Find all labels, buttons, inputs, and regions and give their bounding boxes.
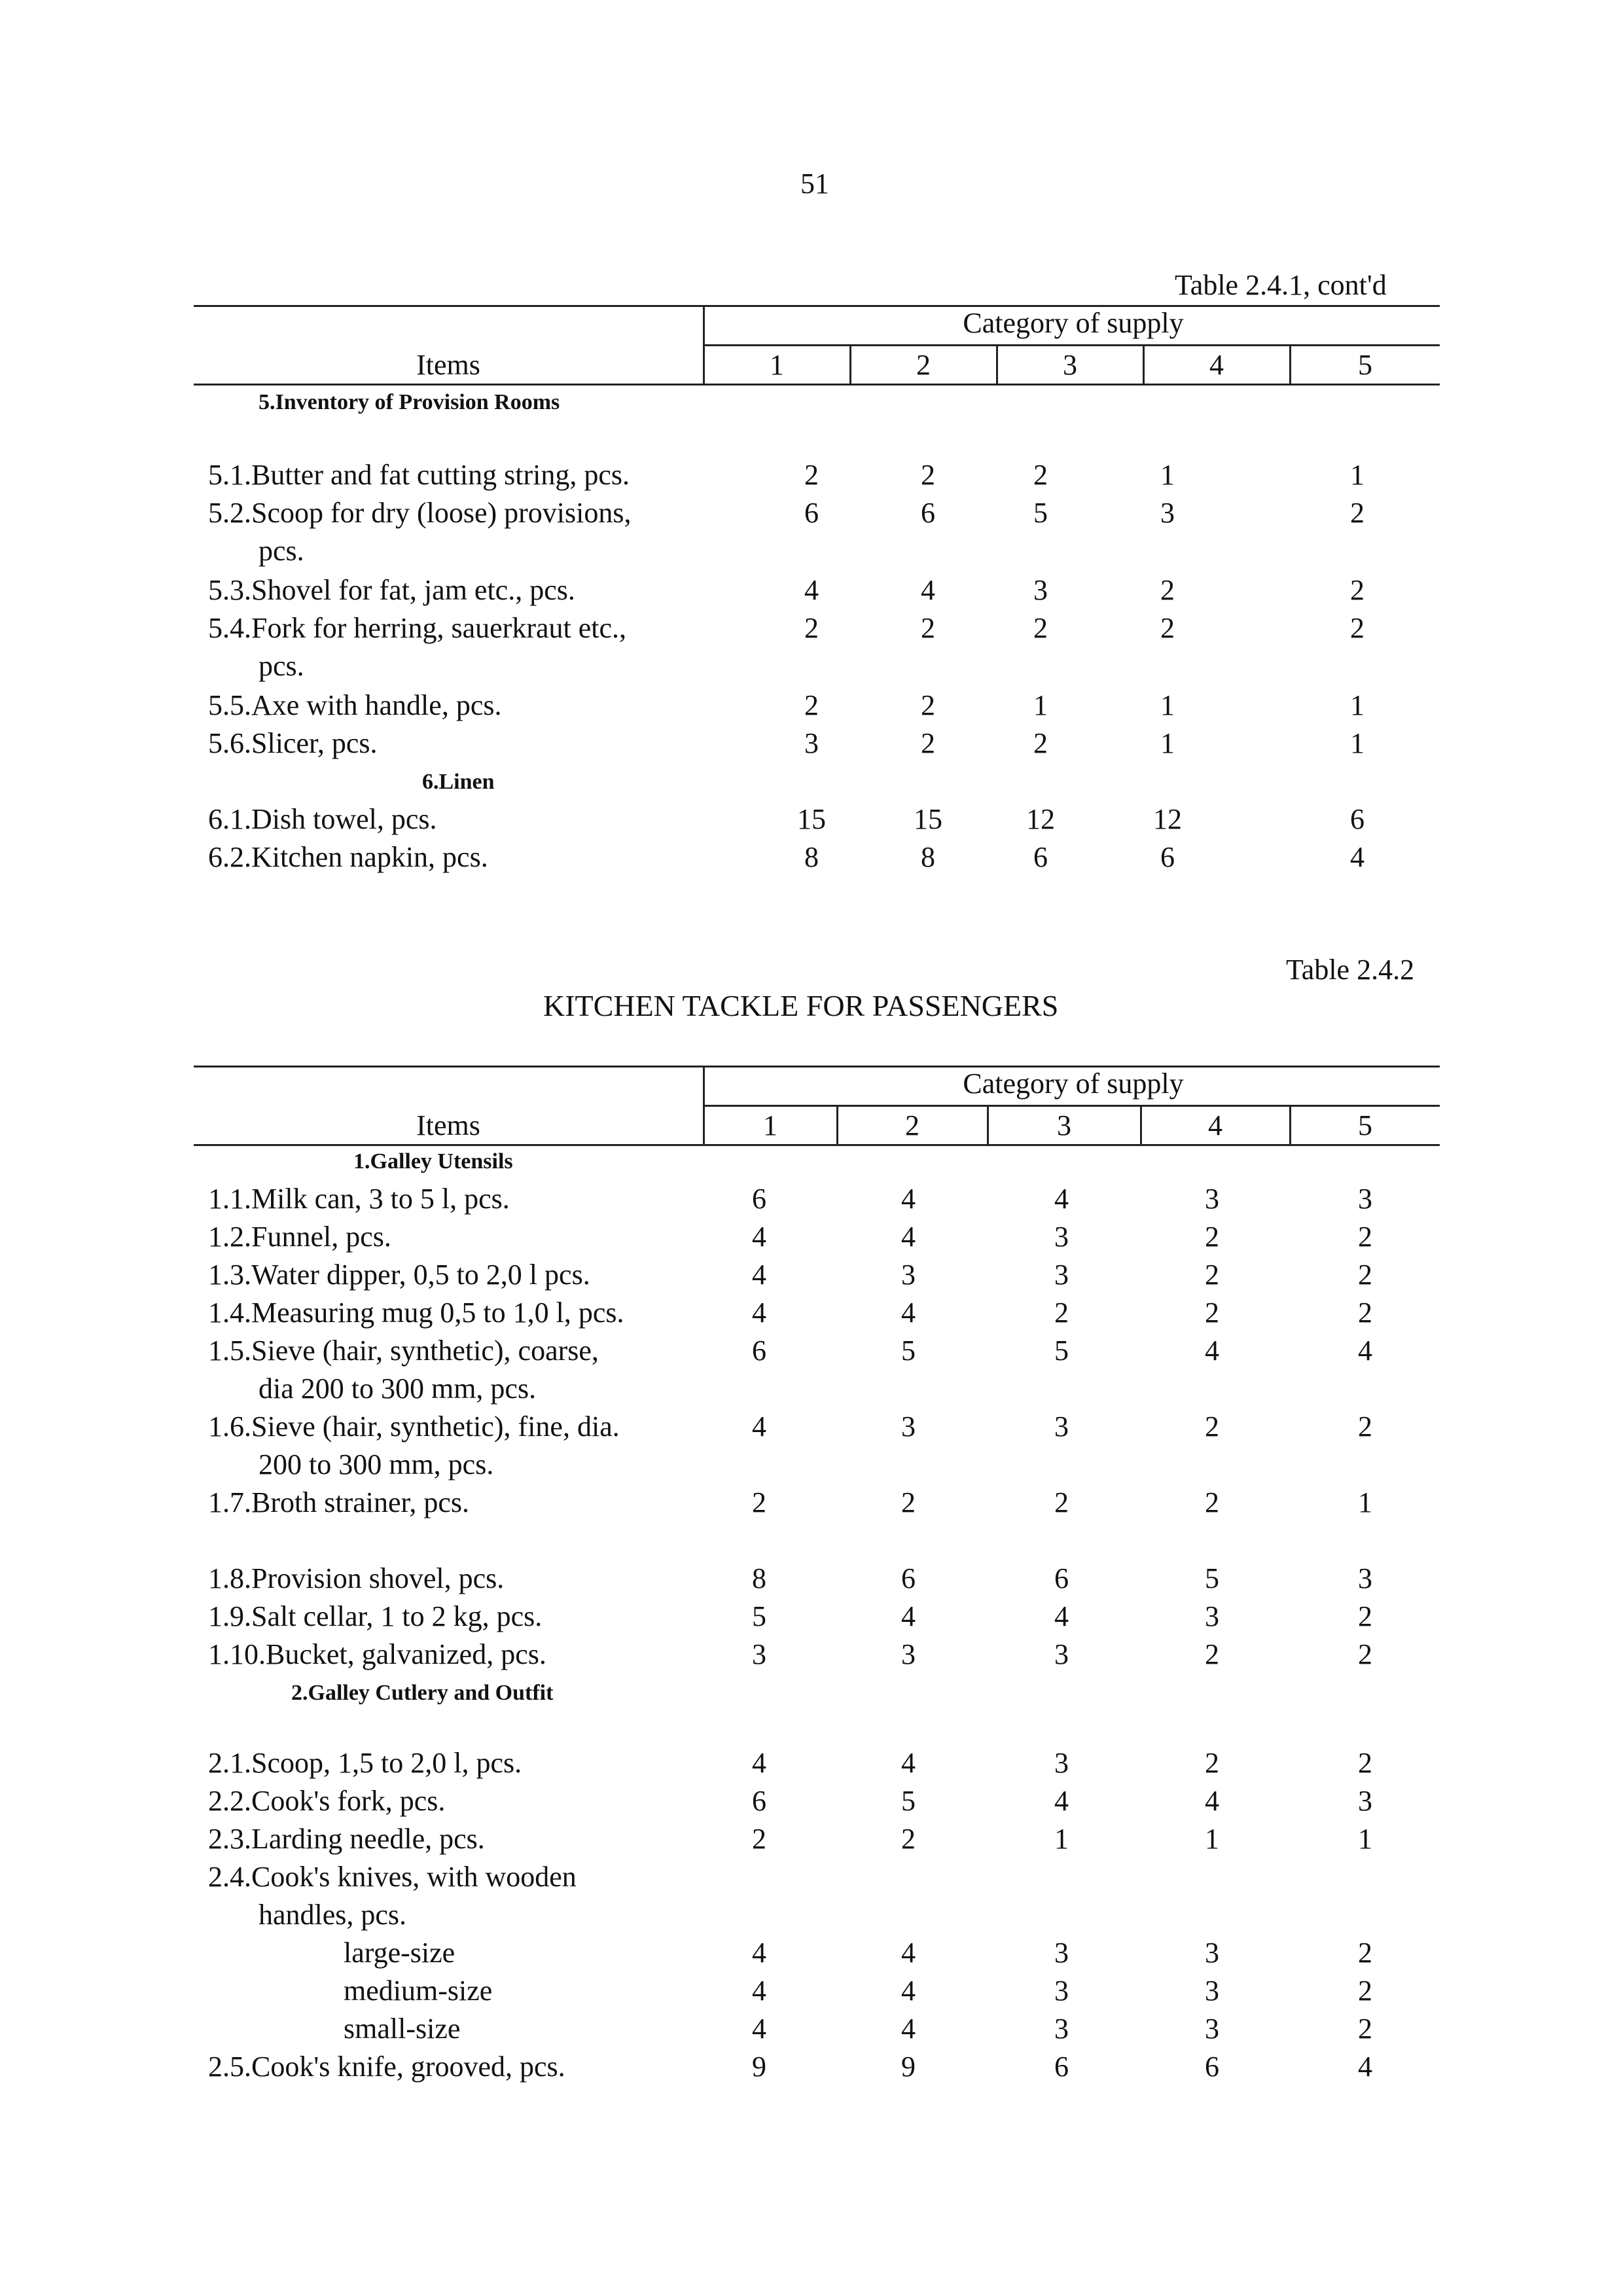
- cell-cat3: 2: [1054, 1297, 1069, 1329]
- cell-cat1: 2: [804, 612, 819, 644]
- cell-cat5: 1: [1350, 727, 1364, 759]
- cell-cat3: 2: [1033, 727, 1048, 759]
- row-label: 2.2.Cook's fork, pcs.: [208, 1785, 446, 1817]
- cell-cat4: 12: [1153, 803, 1182, 835]
- row-label-continuation: 200 to 300 mm, pcs.: [259, 1448, 494, 1480]
- table2-col-header: 5: [1358, 1109, 1372, 1141]
- cell-cat4: 3: [1160, 497, 1175, 529]
- cell-cat1: 5: [752, 1600, 766, 1632]
- row-label: 5.1.Butter and fat cutting string, pcs.: [208, 459, 630, 491]
- cell-cat2: 5: [901, 1335, 916, 1367]
- table1-items-header: Items: [416, 349, 480, 381]
- cell-cat2: 8: [921, 841, 935, 873]
- cell-cat5: 2: [1350, 574, 1364, 606]
- table2-col-header: 4: [1208, 1109, 1222, 1141]
- cell-cat5: 2: [1358, 1600, 1372, 1632]
- table2-col-header: 2: [905, 1109, 919, 1141]
- cell-cat1: 4: [752, 1297, 766, 1329]
- row-label-continuation: pcs.: [259, 650, 304, 682]
- table-row: [0, 1334, 1623, 1405]
- cell-cat4: 2: [1205, 1221, 1219, 1253]
- table2-header-mid-rule: [703, 1105, 1440, 1107]
- table2-col-header: 1: [763, 1109, 777, 1141]
- cell-cat5: 1: [1350, 689, 1364, 721]
- table-row: [0, 689, 1623, 726]
- cell-cat4: 2: [1205, 1297, 1219, 1329]
- cell-cat3: 4: [1054, 1600, 1069, 1632]
- table1-col-header: 3: [1063, 349, 1077, 381]
- row-label-continuation: handles, pcs.: [259, 1899, 407, 1931]
- cell-cat4: 2: [1205, 1259, 1219, 1291]
- table2-items-header: Items: [416, 1109, 480, 1141]
- table-row: [0, 458, 1623, 496]
- table2-col-header: 3: [1057, 1109, 1071, 1141]
- cell-cat3: 2: [1033, 459, 1048, 491]
- cell-cat2: 2: [921, 459, 935, 491]
- cell-cat4: 6: [1160, 841, 1175, 873]
- row-label: 5.4.Fork for herring, sauerkraut etc.,: [208, 612, 627, 644]
- table-row: [0, 802, 1623, 840]
- cell-cat1: 4: [752, 1221, 766, 1253]
- cell-cat2: 4: [901, 1937, 916, 1969]
- cell-cat1: 2: [804, 459, 819, 491]
- table2-title: KITCHEN TACKLE FOR PASSENGERS: [543, 989, 1059, 1022]
- cell-cat1: 15: [797, 803, 826, 835]
- row-label: 2.3.Larding needle, pcs.: [208, 1823, 485, 1855]
- cell-cat3: 3: [1054, 1937, 1069, 1969]
- table2-header-bottom-rule: [194, 1144, 1440, 1146]
- cell-cat2: 4: [901, 1297, 916, 1329]
- row-label: 1.8.Provision shovel, pcs.: [208, 1562, 505, 1594]
- row-label: small-size: [344, 2013, 461, 2045]
- row-label: 5.2.Scoop for dry (loose) provisions,: [208, 497, 632, 529]
- cell-cat2: 4: [901, 1975, 916, 2007]
- cell-cat3: 2: [1033, 612, 1048, 644]
- cell-cat1: 4: [752, 1747, 766, 1779]
- cell-cat3: 3: [1033, 574, 1048, 606]
- cell-cat3: 3: [1054, 2013, 1069, 2045]
- cell-cat4: 2: [1160, 612, 1175, 644]
- cell-cat3: 4: [1054, 1785, 1069, 1817]
- cell-cat5: 2: [1350, 497, 1364, 529]
- table-row: [0, 840, 1623, 878]
- cell-cat3: 1: [1033, 689, 1048, 721]
- cell-cat3: 5: [1054, 1335, 1069, 1367]
- row-label: 2.5.Cook's knife, grooved, pcs.: [208, 2051, 565, 2083]
- cell-cat4: 3: [1205, 1183, 1219, 1215]
- cell-cat1: 4: [752, 1259, 766, 1291]
- cell-cat3: 6: [1054, 1562, 1069, 1594]
- cell-cat2: 3: [901, 1410, 916, 1443]
- cell-cat4: 2: [1205, 1638, 1219, 1670]
- table-row: [0, 2012, 1623, 2050]
- cell-cat2: 2: [901, 1486, 916, 1518]
- cell-cat3: 3: [1054, 1975, 1069, 2007]
- row-label: 1.2.Funnel, pcs.: [208, 1221, 391, 1253]
- cell-cat4: 3: [1205, 1600, 1219, 1632]
- table-row: [0, 1784, 1623, 1822]
- row-label: 2.4.Cook's knives, with wooden: [208, 1861, 577, 1893]
- row-label-continuation: dia 200 to 300 mm, pcs.: [259, 1372, 537, 1405]
- table-row: [0, 611, 1623, 682]
- cell-cat1: 8: [752, 1562, 766, 1594]
- cell-cat5: 2: [1358, 1259, 1372, 1291]
- table1-col-header: 4: [1209, 349, 1224, 381]
- row-label-continuation: pcs.: [259, 535, 304, 567]
- cell-cat5: 4: [1358, 2051, 1372, 2083]
- table2-category-header: Category of supply: [963, 1067, 1184, 1100]
- table2-caption: Table 2.4.2: [1286, 954, 1415, 986]
- cell-cat2: 4: [901, 1600, 916, 1632]
- cell-cat2: 4: [921, 574, 935, 606]
- table-row: [0, 2050, 1623, 2088]
- table-row: [0, 1486, 1623, 1524]
- cell-cat4: 5: [1205, 1562, 1219, 1594]
- page-number: 51: [800, 168, 829, 200]
- cell-cat1: 2: [752, 1823, 766, 1855]
- table1-col-header: 5: [1358, 349, 1372, 381]
- cell-cat5: 6: [1350, 803, 1364, 835]
- row-label: 5.5.Axe with handle, pcs.: [208, 689, 502, 721]
- cell-cat2: 3: [901, 1259, 916, 1291]
- row-label: 1.9.Salt cellar, 1 to 2 kg, pcs.: [208, 1600, 543, 1632]
- cell-cat3: 6: [1054, 2051, 1069, 2083]
- cell-cat5: 2: [1358, 1221, 1372, 1253]
- cell-cat5: 3: [1358, 1785, 1372, 1817]
- cell-cat4: 1: [1205, 1823, 1219, 1855]
- row-label: 1.10.Bucket, galvanized, pcs.: [208, 1638, 546, 1670]
- row-label: medium-size: [344, 1975, 493, 2007]
- cell-cat5: 3: [1358, 1562, 1372, 1594]
- cell-cat1: 4: [804, 574, 819, 606]
- cell-cat3: 12: [1026, 803, 1055, 835]
- section-title: 2.Galley Cutlery and Outfit: [291, 1681, 554, 1705]
- row-label: 1.4.Measuring mug 0,5 to 1,0 l, pcs.: [208, 1297, 624, 1329]
- table-row: [0, 1182, 1623, 1220]
- table-row: [0, 1562, 1623, 1600]
- cell-cat3: 3: [1054, 1747, 1069, 1779]
- cell-cat4: 3: [1205, 1937, 1219, 1969]
- row-label: 6.2.Kitchen napkin, pcs.: [208, 841, 488, 873]
- cell-cat5: 1: [1350, 459, 1364, 491]
- cell-cat2: 4: [901, 1747, 916, 1779]
- row-label: 1.1.Milk can, 3 to 5 l, pcs.: [208, 1183, 510, 1215]
- cell-cat4: 2: [1205, 1410, 1219, 1443]
- cell-cat3: 1: [1054, 1823, 1069, 1855]
- cell-cat4: 1: [1160, 689, 1175, 721]
- cell-cat4: 2: [1205, 1486, 1219, 1518]
- cell-cat5: 2: [1358, 2013, 1372, 2045]
- cell-cat1: 6: [752, 1335, 766, 1367]
- row-label: 1.6.Sieve (hair, synthetic), fine, dia.: [208, 1410, 620, 1443]
- cell-cat1: 4: [752, 2013, 766, 2045]
- cell-cat1: 3: [752, 1638, 766, 1670]
- table-row: [0, 1974, 1623, 2012]
- table-row: [0, 1822, 1623, 1860]
- table-row: [0, 1296, 1623, 1334]
- cell-cat4: 4: [1205, 1335, 1219, 1367]
- row-label: 1.7.Broth strainer, pcs.: [208, 1486, 470, 1518]
- cell-cat5: 4: [1358, 1335, 1372, 1367]
- cell-cat3: 6: [1033, 841, 1048, 873]
- cell-cat5: 2: [1358, 1410, 1372, 1443]
- cell-cat2: 3: [901, 1638, 916, 1670]
- cell-cat2: 15: [914, 803, 942, 835]
- cell-cat2: 2: [921, 727, 935, 759]
- cell-cat4: 6: [1205, 2051, 1219, 2083]
- section-title: 5.Inventory of Provision Rooms: [259, 390, 560, 414]
- cell-cat1: 2: [752, 1486, 766, 1518]
- cell-cat3: 3: [1054, 1221, 1069, 1253]
- cell-cat5: 4: [1350, 841, 1364, 873]
- cell-cat2: 4: [901, 2013, 916, 2045]
- cell-cat2: 2: [921, 689, 935, 721]
- cell-cat3: 2: [1054, 1486, 1069, 1518]
- cell-cat5: 2: [1358, 1297, 1372, 1329]
- cell-cat1: 4: [752, 1975, 766, 2007]
- row-label: 2.1.Scoop, 1,5 to 2,0 l, pcs.: [208, 1747, 522, 1779]
- cell-cat1: 4: [752, 1410, 766, 1443]
- table1-header-mid-rule: [703, 344, 1440, 346]
- row-label: large-size: [344, 1937, 455, 1969]
- table1-category-header: Category of supply: [963, 307, 1184, 339]
- table-row: [0, 1860, 1623, 1931]
- cell-cat4: 3: [1205, 2013, 1219, 2045]
- cell-cat2: 6: [921, 497, 935, 529]
- cell-cat2: 6: [901, 1562, 916, 1594]
- cell-cat1: 6: [752, 1785, 766, 1817]
- cell-cat1: 6: [752, 1183, 766, 1215]
- table1-caption: Table 2.4.1, cont'd: [1175, 269, 1387, 301]
- row-label: 5.6.Slicer, pcs.: [208, 727, 378, 759]
- table-row: [0, 1258, 1623, 1296]
- section-title: 6.Linen: [422, 770, 495, 794]
- cell-cat5: 3: [1358, 1183, 1372, 1215]
- cell-cat1: 2: [804, 689, 819, 721]
- cell-cat5: 2: [1358, 1638, 1372, 1670]
- cell-cat4: 1: [1160, 727, 1175, 759]
- cell-cat4: 2: [1160, 574, 1175, 606]
- table-row: [0, 1746, 1623, 1784]
- cell-cat2: 4: [901, 1183, 916, 1215]
- table-row: [0, 1936, 1623, 1974]
- cell-cat2: 5: [901, 1785, 916, 1817]
- cell-cat5: 2: [1350, 612, 1364, 644]
- cell-cat1: 9: [752, 2051, 766, 2083]
- section-title: 1.Galley Utensils: [353, 1149, 513, 1174]
- cell-cat2: 4: [901, 1221, 916, 1253]
- cell-cat5: 2: [1358, 1975, 1372, 2007]
- cell-cat4: 3: [1205, 1975, 1219, 2007]
- cell-cat1: 8: [804, 841, 819, 873]
- cell-cat5: 2: [1358, 1937, 1372, 1969]
- cell-cat3: 3: [1054, 1259, 1069, 1291]
- row-label: 1.3.Water dipper, 0,5 to 2,0 l pcs.: [208, 1259, 590, 1291]
- cell-cat4: 4: [1205, 1785, 1219, 1817]
- cell-cat3: 3: [1054, 1410, 1069, 1443]
- cell-cat2: 2: [901, 1823, 916, 1855]
- row-label: 5.3.Shovel for fat, jam etc., pcs.: [208, 574, 575, 606]
- cell-cat2: 2: [921, 612, 935, 644]
- table-row: [0, 496, 1623, 567]
- table-row: [0, 1410, 1623, 1480]
- row-label: 6.1.Dish towel, pcs.: [208, 803, 437, 835]
- cell-cat4: 2: [1205, 1747, 1219, 1779]
- cell-cat5: 1: [1358, 1823, 1372, 1855]
- cell-cat4: 1: [1160, 459, 1175, 491]
- table1-col-header: 1: [770, 349, 784, 381]
- cell-cat5: 2: [1358, 1747, 1372, 1779]
- table-row: [0, 1220, 1623, 1258]
- row-label: 1.5.Sieve (hair, synthetic), coarse,: [208, 1335, 599, 1367]
- table1-header-bottom-rule: [194, 384, 1440, 386]
- table-row: [0, 1638, 1623, 1676]
- table-row: [0, 573, 1623, 611]
- table-row: [0, 726, 1623, 764]
- cell-cat3: 4: [1054, 1183, 1069, 1215]
- cell-cat3: 5: [1033, 497, 1048, 529]
- cell-cat1: 6: [804, 497, 819, 529]
- cell-cat1: 4: [752, 1937, 766, 1969]
- cell-cat1: 3: [804, 727, 819, 759]
- table1-col-header: 2: [916, 349, 931, 381]
- table-row: [0, 1600, 1623, 1638]
- cell-cat5: 1: [1358, 1486, 1372, 1518]
- cell-cat2: 9: [901, 2051, 916, 2083]
- cell-cat3: 3: [1054, 1638, 1069, 1670]
